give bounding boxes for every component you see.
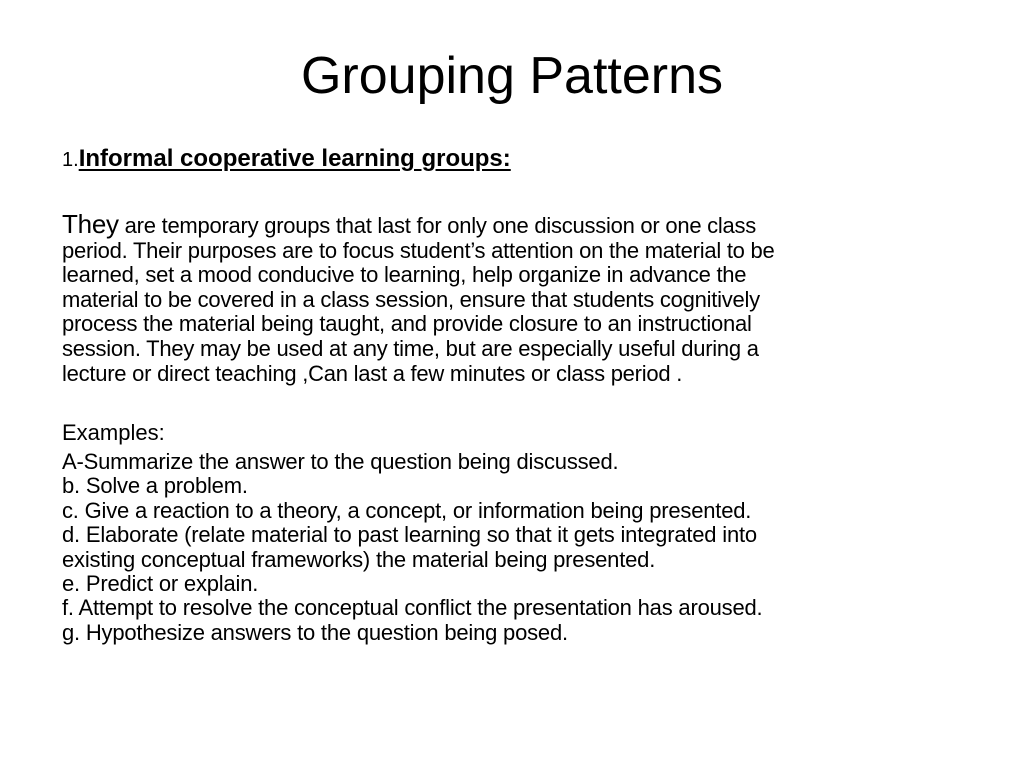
- description-paragraph: [62, 209, 962, 386]
- examples-label: Examples:: [62, 420, 165, 445]
- paragraph-line: process the material being taught, and provide closure to an instructional: [62, 311, 752, 337]
- section-heading: [62, 142, 511, 179]
- example-item: b. Solve a problem.: [62, 473, 248, 499]
- paragraph-line: lecture or direct teaching ,Can last a few minutes or class period .: [62, 360, 683, 386]
- paragraph-line: material to be covered in a class session, ensure that students cognitively: [62, 286, 760, 312]
- examples-list: [62, 450, 962, 645]
- paragraph-lead-word: They: [62, 209, 119, 239]
- example-item: g. Hypothesize answers to the question being posed.: [62, 619, 568, 645]
- paragraph-line: period. Their purposes are to focus student’s attention on the material to be: [62, 237, 775, 263]
- example-item: c. Give a reaction to a theory, a concept, or information being presented.: [62, 497, 752, 523]
- section-number: 1.: [62, 149, 79, 171]
- paragraph-line: session. They may be used at any time, but are especially useful during a: [62, 335, 759, 361]
- example-item: f. Attempt to resolve the conceptual conflict the presentation has aroused.: [62, 595, 763, 621]
- example-item: A-Summarize the answer to the question being discussed.: [62, 449, 619, 474]
- paragraph-line: learned, set a mood conducive to learning, help organize in advance the: [62, 262, 747, 288]
- example-item: existing conceptual frameworks) the material being presented.: [62, 546, 656, 572]
- example-item: d. Elaborate (relate material to past learning so that it gets integrated into: [62, 522, 757, 548]
- slide-title: Grouping Patterns: [300, 47, 724, 105]
- paragraph-first-line-text: are temporary groups that last for only one discussion or one class: [118, 213, 757, 238]
- paragraph-line: [62, 209, 962, 239]
- example-item: e. Predict or explain.: [62, 571, 259, 597]
- section-heading-text: Informal cooperative learning groups:: [78, 145, 511, 172]
